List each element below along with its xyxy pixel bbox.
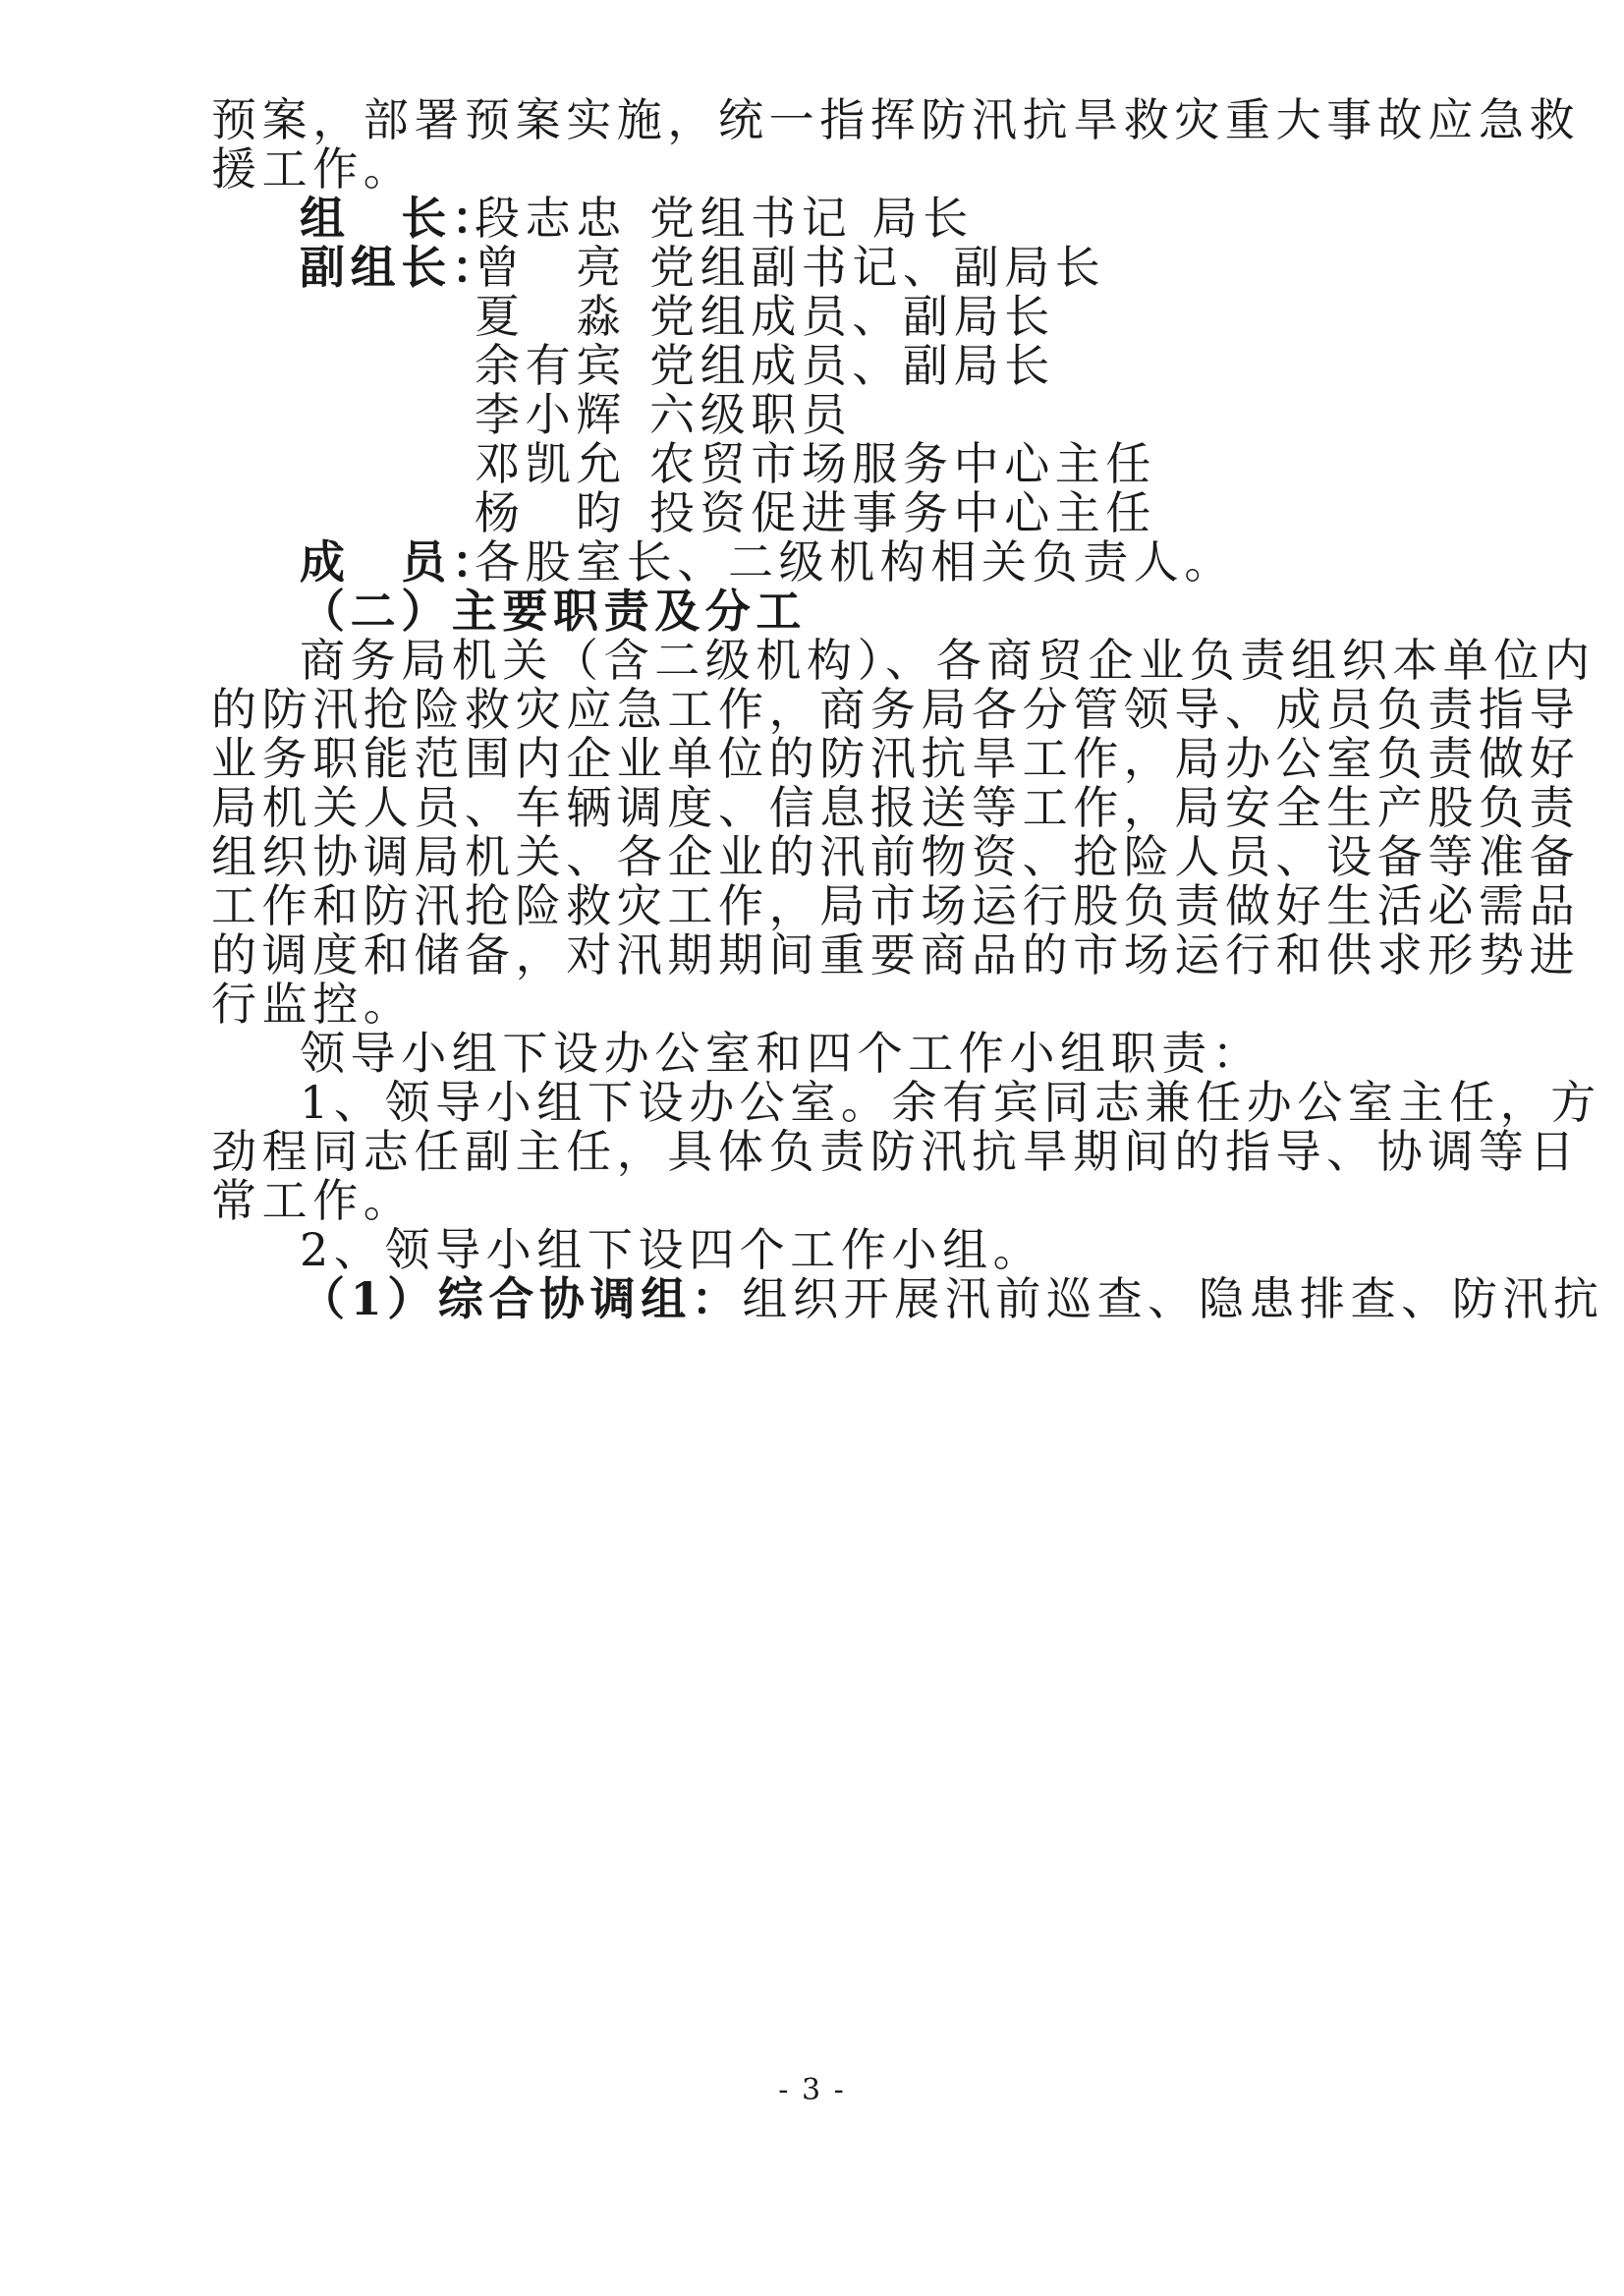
deputy-duty: 党组副书记、副局长 xyxy=(649,241,1106,294)
paragraph-line: 2、领导小组下设四个工作小组。 xyxy=(300,1223,1044,1276)
deputy-name: 李小辉 xyxy=(475,388,627,441)
deputy-role-label: 副组长： xyxy=(300,241,503,294)
text-line: 预案，部署预案实施，统一指挥防汛抗旱救灾重大事故应急救 xyxy=(211,93,1581,146)
paragraph-line: 组织协调局机关、各企业的汛前物资、抢险人员、设备等准备 xyxy=(211,830,1581,883)
paragraph-line: 1、领导小组下设办公室。余有宾同志兼任办公室主任，方 xyxy=(300,1076,1601,1129)
members-text: 各股室长、二级机构相关负责人。 xyxy=(475,535,1235,588)
leader-role-label: 组 长： xyxy=(300,192,503,245)
deputy-duty: 党组成员、副局长 xyxy=(649,339,1055,392)
paragraph-line: 的调度和储备，对汛期期间重要商品的市场运行和供求形势进 xyxy=(211,928,1581,981)
paragraph-line: 领导小组下设办公室和四个工作小组职责： xyxy=(300,1027,1263,1080)
leader-name: 段志忠 xyxy=(475,192,627,245)
paragraph-line xyxy=(300,1269,1604,1328)
deputy-duty: 农贸市场服务中心主任 xyxy=(649,437,1156,490)
paragraph-line: 的防汛抢险救灾应急工作，商务局各分管领导、成员负责指导 xyxy=(211,683,1581,736)
group-text: 组织开展汛前巡查、隐患排查、防汛抗 xyxy=(742,1272,1604,1325)
deputy-name: 杨 昀 xyxy=(475,486,627,539)
deputy-name: 曾 亮 xyxy=(475,241,627,294)
leader-duty: 党组书记 局长 xyxy=(649,192,974,245)
paragraph-line: 工作和防汛抢险救灾工作，局市场运行股负责做好生活必需品 xyxy=(211,879,1581,932)
paragraph-line: 业务职能范围内企业单位的防汛抗旱工作，局办公室负责做好 xyxy=(211,732,1581,785)
section-heading: （二）主要职责及分工 xyxy=(300,585,807,638)
paragraph-line: 行监控。 xyxy=(211,978,415,1031)
paragraph-line: 常工作。 xyxy=(211,1174,415,1227)
text-line: 援工作。 xyxy=(211,142,415,196)
paragraph-line: 局机关人员、车辆调度、信息报送等工作，局安全生产股负责 xyxy=(211,781,1581,834)
deputy-name: 余有宾 xyxy=(475,339,627,392)
paragraph-line: 劲程同志任副主任，具体负责防汛抗旱期间的指导、协调等日 xyxy=(211,1125,1581,1178)
deputy-name: 邓凯允 xyxy=(475,437,627,490)
paragraph-line: 商务局机关（含二级机构）、各商贸企业负责组织本单位内 xyxy=(300,634,1596,687)
deputy-name: 夏 淼 xyxy=(475,290,627,343)
deputy-duty: 六级职员 xyxy=(649,388,853,441)
deputy-duty: 党组成员、副局长 xyxy=(649,290,1055,343)
members-role-label: 成 员： xyxy=(300,535,503,588)
group-label: （1）综合协调组： xyxy=(300,1272,743,1325)
deputy-duty: 投资促进事务中心主任 xyxy=(649,486,1156,539)
page-number: - 3 - xyxy=(778,2073,846,2107)
